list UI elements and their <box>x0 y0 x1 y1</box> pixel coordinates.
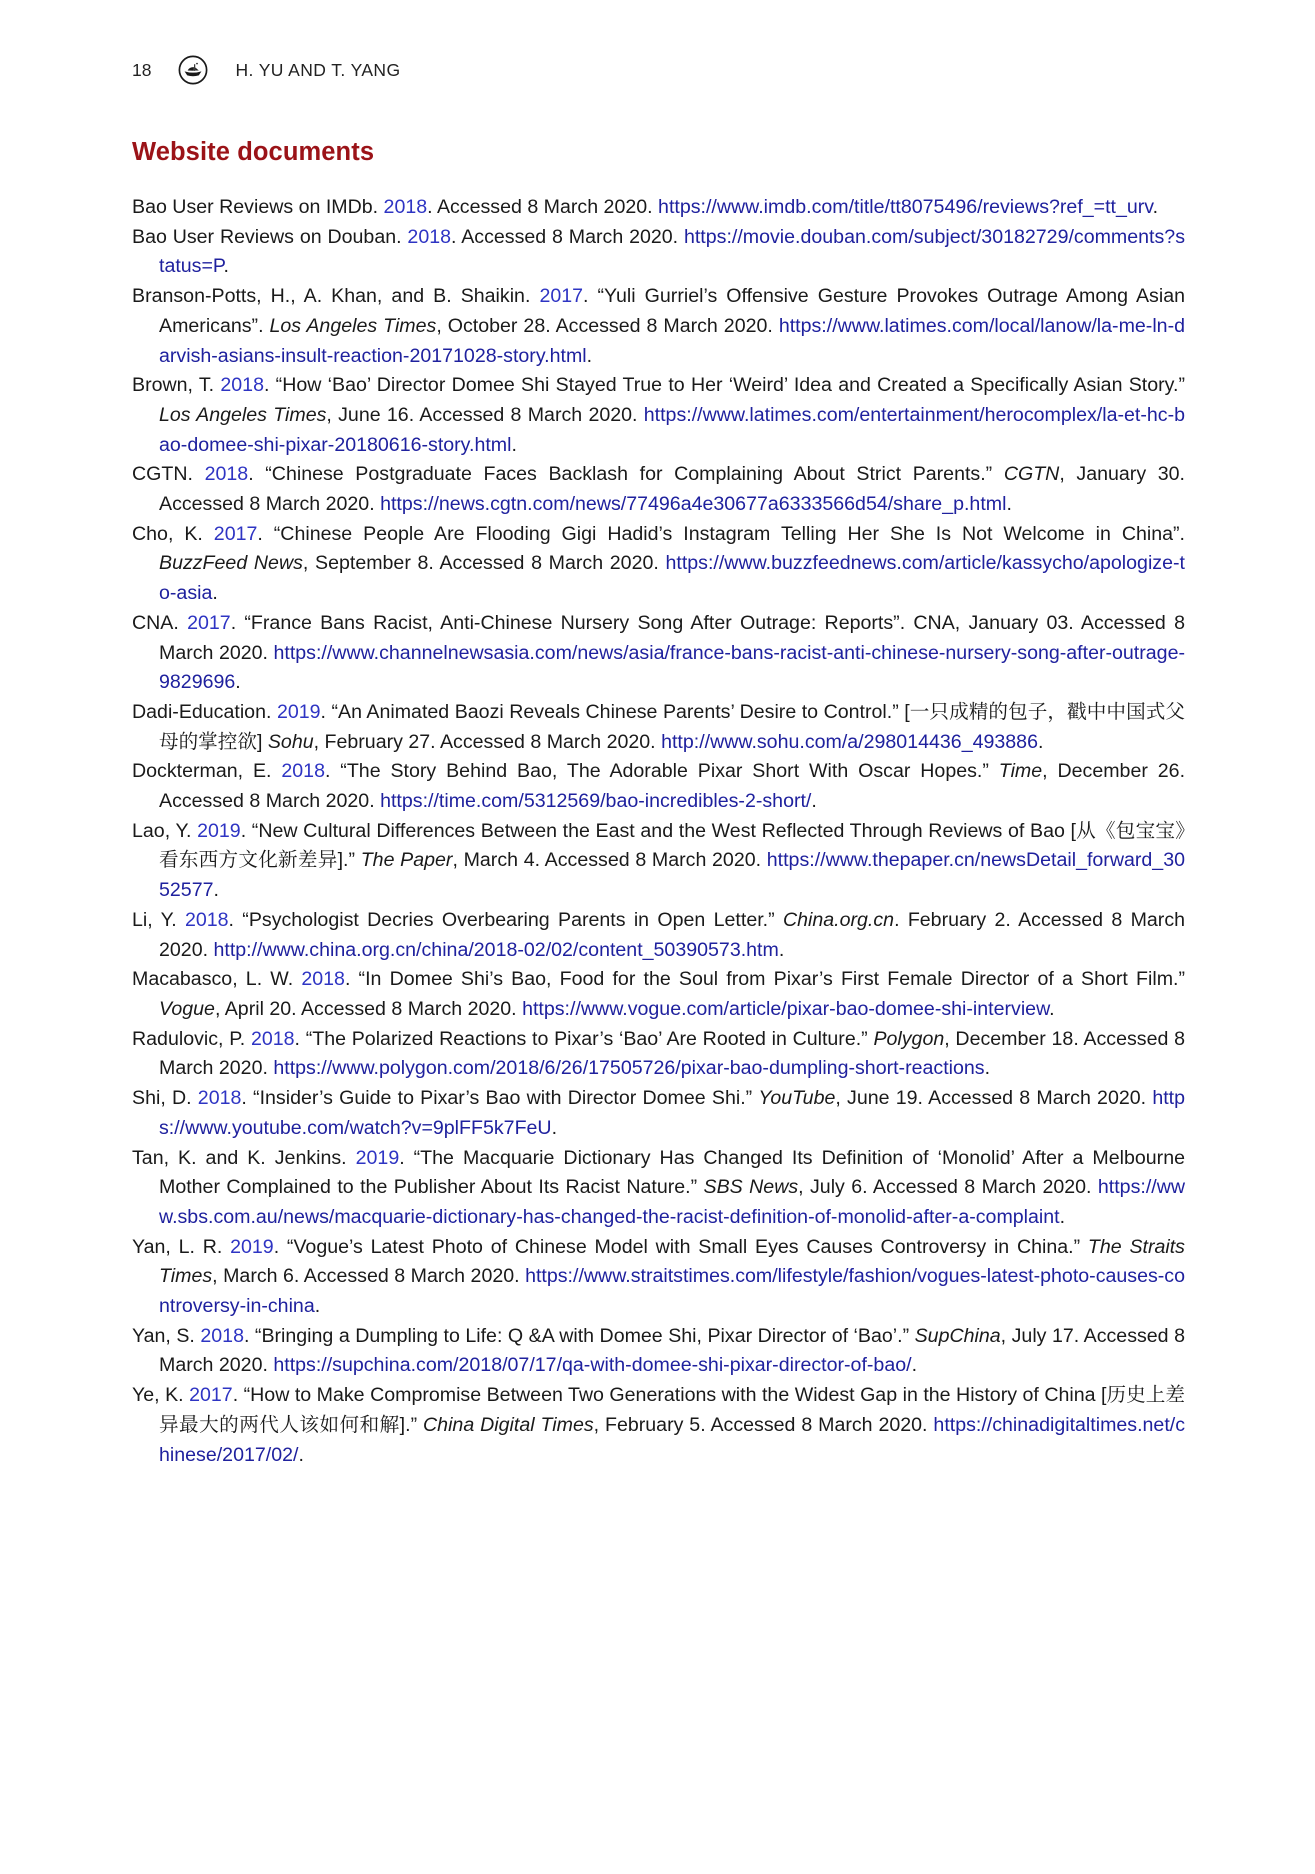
reference-text: . <box>298 1443 304 1466</box>
reference-url-link[interactable]: https://www.straitstimes.com/lifestyle/fashion/vogues-latest-photo-causes-controversy-in-china <box>159 1265 1185 1318</box>
reference-text: . <box>235 671 241 694</box>
publisher-ship-logo-icon <box>177 54 209 86</box>
reference-text: CGTN. <box>132 463 205 486</box>
reference-url-link[interactable]: https://www.thepaper.cn/newsDetail_forward_3052577 <box>159 849 1185 902</box>
reference-url-link[interactable]: https://www.latimes.com/local/lanow/la-me-ln-darvish-asians-insult-reaction-20171028-story.html <box>159 314 1185 367</box>
reference-item <box>132 1381 1185 1470</box>
reference-text: , March 4. Accessed 8 March 2020. <box>452 849 767 872</box>
reference-source-name: Los Angeles Times <box>159 403 327 426</box>
reference-item <box>132 609 1185 698</box>
reference-text: , December 18. Accessed 8 March 2020. <box>159 1027 1185 1080</box>
reference-text: Macabasco, L. W. <box>132 968 302 991</box>
reference-year-link[interactable]: 2018 <box>220 374 264 397</box>
reference-text: . <box>511 433 517 456</box>
reference-text: . <box>811 790 817 813</box>
reference-source-name: CGTN <box>1003 463 1060 486</box>
reference-text: . “The Story Behind Bao, The Adorable Pixar Short With Oscar Hopes.” <box>324 760 999 783</box>
reference-text: Shi, D. <box>132 1087 198 1110</box>
reference-text: . <box>911 1354 918 1377</box>
reference-url-link[interactable]: https://www.imdb.com/title/tt8075496/reviews?ref_=tt_urv <box>658 196 1153 218</box>
reference-url-link[interactable]: https://movie.douban.com/subject/30182729/comments?status=P <box>159 225 1185 278</box>
reference-year-link[interactable]: 2018 <box>200 1324 244 1347</box>
reference-year-link[interactable]: 2019 <box>276 700 321 723</box>
reference-item <box>132 1084 1185 1143</box>
reference-source-name: Los Angeles Times <box>269 314 437 337</box>
reference-text: . <box>778 938 785 961</box>
reference-url-link[interactable]: https://www.vogue.com/article/pixar-bao-domee-shi-interview <box>522 997 1050 1020</box>
reference-text: Lao, Y. <box>132 819 198 842</box>
reference-year-link[interactable]: 2019 <box>197 819 241 842</box>
reference-item <box>132 1233 1185 1322</box>
reference-source-name: BuzzFeed News <box>159 552 303 575</box>
reference-text: , June 19. Accessed 8 March 2020. <box>835 1087 1153 1110</box>
reference-text: Li, Y. <box>132 908 185 931</box>
reference-text: Bao User Reviews on Douban. <box>132 225 408 248</box>
reference-year-link[interactable]: 2018 <box>383 196 428 218</box>
reference-item <box>132 193 1185 223</box>
reference-text: . <box>1006 493 1012 516</box>
reference-text: . <box>551 1116 558 1139</box>
reference-item <box>132 371 1185 460</box>
reference-text: Radulovic, P. <box>132 1027 251 1050</box>
reference-text: Branson-Potts, H., A. Khan, and B. Shaikin. <box>132 285 540 308</box>
reference-source-name: China.org.cn <box>782 908 895 931</box>
reference-text: . <box>1152 196 1159 218</box>
reference-item <box>132 1025 1185 1084</box>
reference-text: Bao User Reviews on IMDb. <box>132 196 384 218</box>
reference-url-link[interactable]: http://www.china.org.cn/china/2018-02/02/content_50390573.htm <box>213 938 779 961</box>
reference-year-link[interactable]: 2017 <box>539 285 584 308</box>
reference-text: . <box>1049 997 1055 1020</box>
reference-source-name: Polygon <box>873 1027 945 1050</box>
reference-item <box>132 520 1185 609</box>
reference-url-link[interactable]: https://chinadigitaltimes.net/chinese/2017/02/ <box>159 1413 1186 1466</box>
reference-text: . <box>1037 730 1044 753</box>
reference-text: . “Vogue’s Latest Photo of Chinese Model with Small Eyes Causes Controversy in China.” <box>273 1235 1088 1258</box>
reference-source-name: China Digital Times <box>423 1413 594 1436</box>
reference-text: . Accessed 8 March 2020. <box>427 196 659 218</box>
reference-text: . “An Animated Baozi Reveals Chinese Parents’ Desire to Control.” [一只成精的包子，戳中中国式父母的掌控欲] <box>159 700 1185 753</box>
reference-url-link[interactable]: https://www.channelnewsasia.com/news/asia/france-bans-racist-anti-chinese-nursery-song-after-outrage-9829696 <box>159 641 1185 694</box>
reference-year-link[interactable]: 2017 <box>213 522 258 545</box>
reference-text: Brown, T. <box>132 374 221 397</box>
reference-source-name: Time <box>998 760 1043 783</box>
reference-url-link[interactable]: https://www.buzzfeednews.com/article/kassycho/apologize-to-asia <box>159 552 1185 605</box>
reference-text: , September 8. Accessed 8 March 2020. <box>302 552 666 575</box>
reference-text: Yan, S. <box>132 1324 201 1347</box>
reference-item <box>132 965 1185 1024</box>
reference-item <box>132 1144 1185 1233</box>
reference-url-link[interactable]: https://news.cgtn.com/news/77496a4e30677a6333566d54/share_p.html <box>380 493 1007 516</box>
reference-text: . “Yuli Gurriel’s Offensive Gesture Provokes Outrage Among Asian Americans”. <box>159 285 1185 337</box>
running-head: H. YU AND T. YANG <box>235 59 401 80</box>
section-title: Website documents <box>132 138 375 166</box>
reference-year-link[interactable]: 2018 <box>197 1087 242 1110</box>
reference-text: . “How ‘Bao’ Director Domee Shi Stayed True to Her ‘Weird’ Idea and Created a Specifically Asian Story.” <box>263 374 1185 397</box>
reference-item <box>132 698 1185 757</box>
reference-text: Cho, K. <box>132 522 214 545</box>
reference-text: . <box>223 255 229 278</box>
reference-text: CNA. <box>132 611 188 634</box>
reference-url-link[interactable]: http://www.sohu.com/a/298014436_493886 <box>661 730 1038 753</box>
reference-url-link[interactable]: https://www.latimes.com/entertainment/herocomplex/la-et-hc-bao-domee-shi-pixar-20180616-story.html <box>159 403 1185 456</box>
references-list <box>132 193 1185 1470</box>
reference-text: . <box>212 582 218 605</box>
reference-source-name: The Paper <box>360 849 453 872</box>
reference-source-name: YouTube <box>758 1087 836 1110</box>
reference-year-link[interactable]: 2019 <box>355 1146 400 1169</box>
reference-text: Ye, K. <box>132 1384 190 1407</box>
reference-text: , February 27. Accessed 8 March 2020. <box>313 730 662 753</box>
reference-year-link[interactable]: 2018 <box>407 225 452 248</box>
reference-url-link[interactable]: https://www.youtube.com/watch?v=9plFF5k7FeU <box>159 1087 1185 1139</box>
reference-text: . <box>984 1057 991 1080</box>
page-number: 18 <box>132 59 152 80</box>
reference-text: . <box>314 1295 321 1318</box>
reference-text: , December 26. Accessed 8 March 2020. <box>159 760 1186 813</box>
reference-text: , March 6. Accessed 8 March 2020. <box>212 1265 526 1288</box>
reference-year-link[interactable]: 2018 <box>204 463 249 486</box>
reference-year-link[interactable]: 2018 <box>250 1027 295 1050</box>
reference-text: Tan, K. and K. Jenkins. <box>132 1146 356 1169</box>
reference-source-name: SupChina <box>914 1324 1001 1347</box>
reference-year-link[interactable]: 2018 <box>281 760 325 783</box>
reference-url-link[interactable]: https://time.com/5312569/bao-incredibles-2-short/ <box>380 790 812 813</box>
reference-text: . “Insider’s Guide to Pixar’s Bao with Director Domee Shi.” <box>241 1087 759 1110</box>
reference-source-name: Sohu <box>267 730 314 753</box>
reference-text: , July 6. Accessed 8 March 2020. <box>798 1176 1098 1199</box>
reference-item <box>132 757 1185 816</box>
reference-item <box>132 1322 1185 1381</box>
reference-text: . Accessed 8 March 2020. <box>451 225 684 248</box>
reference-text: . “The Macquarie Dictionary Has Changed Its Definition of ‘Monolid’ After a Melbourne Mother Complained to the Publisher About Its Racist Nature.” <box>159 1146 1185 1199</box>
reference-text: , January 30. Accessed 8 March 2020. <box>159 463 1185 516</box>
reference-year-link[interactable]: 2019 <box>230 1235 274 1258</box>
reference-text: . “France Bans Racist, Anti-Chinese Nursery Song After Outrage: Reports”. CNA, January 03. Accessed 8 March 2020. <box>159 611 1185 664</box>
page-header <box>132 52 1185 88</box>
reference-item <box>132 906 1185 965</box>
reference-source-name: SBS News <box>703 1176 799 1199</box>
reference-text: . “Psychologist Decries Overbearing Parents in Open Letter.” <box>228 908 783 931</box>
reference-text: Dadi-Education. <box>132 700 277 723</box>
reference-text: Dockterman, E. <box>132 760 282 783</box>
reference-text: . “New Cultural Differences Between the East and the West Reflected Through Reviews of Bao [从《包宝宝》看东西方文化新差异].” <box>159 819 1186 872</box>
reference-text: . “The Polarized Reactions to Pixar’s ‘Bao’ Are Rooted in Culture.” <box>294 1027 874 1050</box>
reference-url-link[interactable]: https://www.polygon.com/2018/6/26/17505726/pixar-bao-dumpling-short-reactions <box>273 1057 985 1080</box>
reference-source-name: The Straits Times <box>159 1235 1185 1288</box>
reference-url-link[interactable]: https://supchina.com/2018/07/17/qa-with-domee-shi-pixar-director-of-bao/ <box>273 1354 912 1377</box>
reference-text: . <box>1059 1205 1066 1228</box>
reference-text: . “Chinese Postgraduate Faces Backlash for Complaining About Strict Parents.” <box>248 463 1004 486</box>
reference-text: . “Bringing a Dumpling to Life: Q &A with Domee Shi, Pixar Director of ‘Bao’.” <box>243 1324 915 1347</box>
reference-text: , February 5. Accessed 8 March 2020. <box>593 1413 934 1436</box>
reference-text: . <box>213 879 219 902</box>
reference-year-link[interactable]: 2017 <box>189 1384 233 1407</box>
reference-text: . “How to Make Compromise Between Two Generations with the Widest Gap in the History of China [历史上差异最大的两代人该如何和解].” <box>159 1384 1185 1436</box>
reference-item <box>132 460 1185 519</box>
reference-text: , June 16. Accessed 8 March 2020. <box>326 403 644 426</box>
reference-item <box>132 223 1185 282</box>
reference-text: . February 2. Accessed 8 March 2020. <box>159 908 1186 961</box>
reference-item <box>132 817 1185 906</box>
reference-text: , July 17. Accessed 8 March 2020. <box>159 1324 1185 1377</box>
reference-source-name: Vogue <box>159 997 215 1020</box>
reference-text: , October 28. Accessed 8 March 2020. <box>436 314 779 337</box>
reference-year-link[interactable]: 2018 <box>301 968 345 991</box>
reference-text: , April 20. Accessed 8 March 2020. <box>214 997 523 1020</box>
reference-text: . <box>586 344 593 367</box>
reference-year-link[interactable]: 2018 <box>184 908 229 931</box>
reference-text: . “Chinese People Are Flooding Gigi Hadid’s Instagram Telling Her She Is Not Welcome in China”. <box>257 522 1185 545</box>
reference-text: . “In Domee Shi’s Bao, Food for the Soul from Pixar’s First Female Director of a Short Film.” <box>344 968 1185 991</box>
reference-item <box>132 282 1185 371</box>
reference-url-link[interactable]: https://www.sbs.com.au/news/macquarie-dictionary-has-changed-the-racist-definition-of-monolid-after-a-complaint <box>159 1176 1186 1228</box>
reference-text: Yan, L. R. <box>132 1235 231 1258</box>
reference-year-link[interactable]: 2017 <box>187 611 231 634</box>
